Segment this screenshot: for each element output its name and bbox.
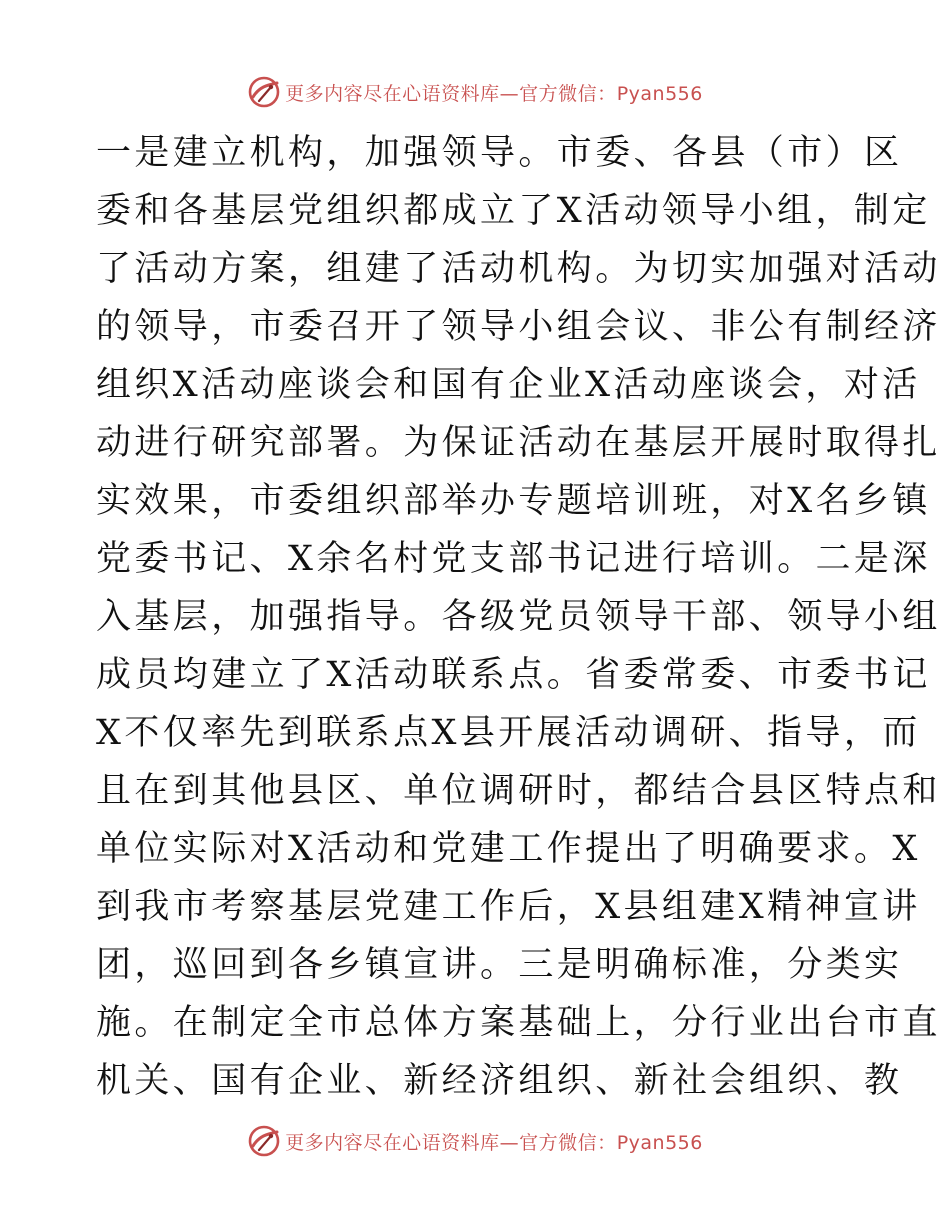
text-line: 到我市考察基层党建工作后，X县组建X精神宣讲 xyxy=(96,887,921,927)
watermark-separator: — xyxy=(499,82,520,105)
text-line: 机关、国有企业、新经济组织、新社会组织、教 xyxy=(96,1061,903,1101)
text-line: 一是建立机构，加强领导。市委、各县（市）区 xyxy=(96,133,903,173)
document-body xyxy=(96,124,941,1110)
text-line: 的领导，市委召开了领导小组会议、非公有制经济 xyxy=(96,307,941,347)
watermark-text xyxy=(285,1128,703,1155)
header-watermark xyxy=(0,72,950,112)
footer-watermark xyxy=(0,1121,950,1161)
watermark-brand: 更多内容尽在心语资料库 xyxy=(285,82,500,105)
text-line: 且在到其他县区、单位调研时，都结合县区特点和 xyxy=(96,771,941,811)
text-line: 施。在制定全市总体方案基础上，分行业出台市直 xyxy=(96,1003,941,1043)
watermark-handle: Pyan556 xyxy=(616,1131,703,1154)
text-line: 组织X活动座谈会和国有企业X活动座谈会，对活 xyxy=(96,365,921,405)
text-line: 动进行研究部署。为保证活动在基层开展时取得扎 xyxy=(96,423,941,463)
watermark-label: 官方微信： xyxy=(519,1131,617,1154)
text-line: 成员均建立了X活动联系点。省委常委、市委书记 xyxy=(96,655,931,695)
text-line: 委和各基层党组织都成立了X活动领导小组，制定 xyxy=(96,191,931,231)
text-line: 实效果，市委组织部举办专题培训班，对X名乡镇 xyxy=(96,481,931,521)
watermark-handle: Pyan556 xyxy=(616,82,703,105)
watermark-label: 官方微信： xyxy=(519,82,617,105)
text-line: 了活动方案，组建了活动机构。为切实加强对活动 xyxy=(96,249,941,289)
seal-logo-icon xyxy=(247,75,281,109)
watermark-separator: — xyxy=(499,1131,520,1154)
text-line: 单位实际对X活动和党建工作提出了明确要求。X xyxy=(96,829,921,869)
text-line: 入基层，加强指导。各级党员领导干部、领导小组 xyxy=(96,597,941,637)
text-line: 党委书记、X余名村党支部书记进行培训。二是深 xyxy=(96,539,931,579)
text-line: X不仅率先到联系点X县开展活动调研、指导，而 xyxy=(96,713,921,753)
text-line: 团，巡回到各乡镇宣讲。三是明确标准，分类实 xyxy=(96,945,903,985)
watermark-text xyxy=(285,79,703,106)
watermark-brand: 更多内容尽在心语资料库 xyxy=(285,1131,500,1154)
seal-logo-icon xyxy=(247,1124,281,1158)
